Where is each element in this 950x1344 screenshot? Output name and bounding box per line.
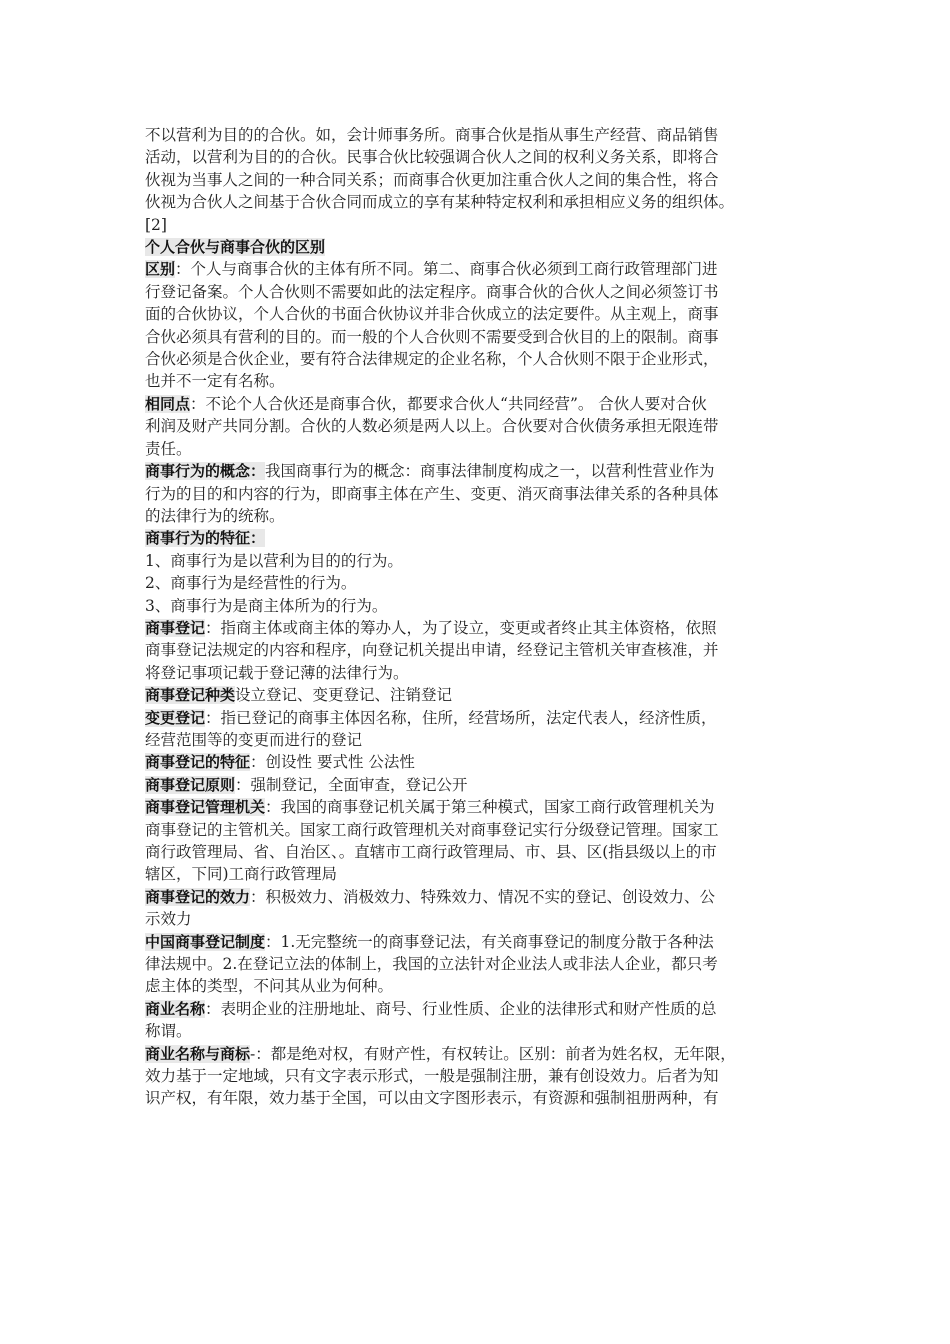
term-label: 商业名称 bbox=[145, 999, 206, 1018]
text-line: 商事登记的主管机关。国家工商行政管理机关对商事登记实行分级登记管理。国家工 bbox=[145, 820, 719, 839]
list-item: 1、商事行为是以营利为目的的行为。 bbox=[145, 551, 403, 570]
text-line: 伙视为当事人之间的一种合同关系；而商事合伙更加注重合伙人之间的集合性，将合 bbox=[145, 170, 719, 189]
term-text: ：指商主体或商主体的筹办人，为了设立，变更或者终止其主体资格，依照 bbox=[205, 618, 717, 637]
term-label: 区别 bbox=[145, 260, 176, 279]
term-label: 商事登记的特征 bbox=[145, 753, 251, 772]
registration-paragraph bbox=[145, 617, 825, 684]
document-page bbox=[145, 124, 825, 1110]
concept-paragraph bbox=[145, 460, 825, 527]
registration-kinds bbox=[145, 684, 825, 706]
registration-principles bbox=[145, 774, 825, 796]
text-line bbox=[145, 1043, 825, 1065]
similarity-paragraph bbox=[145, 393, 825, 460]
term-text: ：我国的商事登记机关属于第三种模式，国家工商行政管理机关为 bbox=[265, 798, 715, 817]
text-line: 伙视为合伙人之间基于合伙合同而成立的享有某种特定权利和承担相应义务的组织体。 bbox=[145, 193, 735, 212]
text-line bbox=[145, 998, 825, 1020]
difference-paragraph bbox=[145, 258, 825, 392]
text-line: 活动，以营利为目的的合伙。民事合伙比较强调合伙人之间的权利义务关系，即将合 bbox=[145, 148, 719, 167]
trade-name-paragraph bbox=[145, 998, 825, 1043]
term-label: 商事行为的概念： bbox=[145, 462, 266, 481]
name-vs-mark-paragraph bbox=[145, 1043, 825, 1110]
list-item: 2、商事行为是经营性的行为。 bbox=[145, 574, 357, 593]
section-heading bbox=[145, 236, 825, 258]
intro-paragraph bbox=[145, 124, 825, 236]
term-label: 商事行为的特征： bbox=[145, 529, 266, 548]
text-line: 识产权，有年限，效力基于全国，可以由文字图形表示，有资源和强制祖册两种，有 bbox=[145, 1089, 719, 1108]
term-text: ：强制登记，全面审查，登记公开 bbox=[235, 775, 468, 794]
term-label: 商事登记 bbox=[145, 618, 206, 637]
term-text: 设立登记、变更登记、注销登记 bbox=[235, 686, 453, 705]
text-line: 行登记备案。个人合伙则不需要如此的法定程序。商事合伙的合伙人之间必须签订书 bbox=[145, 282, 719, 301]
term-text: -：都是绝对权，有财产性，有权转让。区别：前者为姓名权，无年限， bbox=[250, 1044, 736, 1063]
authority-paragraph bbox=[145, 796, 825, 886]
term-text: ：个人与商事合伙的主体有所不同。第二、商事合伙必须到工商行政管理部门进 bbox=[175, 260, 718, 279]
text-line bbox=[145, 617, 825, 639]
text-line bbox=[145, 886, 825, 908]
term-label: 商事登记种类 bbox=[145, 686, 236, 705]
effect-paragraph bbox=[145, 886, 825, 931]
term-text: ：表明企业的注册地址、商号、行业性质、企业的法律形式和财产性质的总 bbox=[205, 999, 717, 1018]
text-line: 辖区，下同)工商行政管理局 bbox=[145, 865, 338, 884]
text-line: 效力基于一定地域，只有文字表示形式，一般是强制注册，兼有创设效力。后者为知 bbox=[145, 1067, 719, 1086]
registration-features bbox=[145, 751, 825, 773]
text-line: 面的合伙协议，个人合伙的书面合伙协议并非合伙成立的法定要件。从主观上，商事 bbox=[145, 305, 719, 324]
term-text: 我国商事行为的概念：商事法律制度构成之一，以营利性营业作为 bbox=[265, 462, 715, 481]
term-text: ：创设性 要式性 公法性 bbox=[250, 753, 415, 772]
text-line: 合伙必须是合伙企业，要有符合法律规定的企业名称，个人合伙则不限于企业形式， bbox=[145, 350, 719, 369]
text-line bbox=[145, 796, 825, 818]
term-label: 中国商事登记制度 bbox=[145, 932, 266, 951]
term-label: 变更登记 bbox=[145, 708, 206, 727]
term-label: 商事登记管理机关 bbox=[145, 798, 266, 817]
text-line: 律法规中。2.在登记立法的体制上，我国的立法针对企业法人或非法人企业，都只考 bbox=[145, 955, 718, 974]
term-text: ：不论个人合伙还是商事合伙，都要求合伙人“共同经营”。 合伙人要对合伙 bbox=[190, 394, 707, 413]
text-line: 商行政管理局、省、自治区、。直辖市工商行政管理局、市、县、区(指县级以上的市 bbox=[145, 843, 717, 861]
text-line bbox=[145, 527, 825, 549]
term-text: ：指已登记的商事主体因名称，住所，经营场所，法定代表人，经济性质， bbox=[205, 708, 717, 727]
text-line: 利润及财产共同分割。合伙的人数必须是两人以上。合伙要对合伙债务承担无限连带 bbox=[145, 417, 719, 436]
section-heading-text: 个人合伙与商事合伙的区别 bbox=[145, 238, 326, 257]
citation-ref: [2] bbox=[145, 215, 167, 234]
text-line bbox=[145, 707, 825, 729]
text-line: 将登记事项记载于登记薄的法律行为。 bbox=[145, 663, 409, 682]
text-line: 称谓。 bbox=[145, 1022, 192, 1041]
text-line bbox=[145, 258, 825, 280]
text-line: 责任。 bbox=[145, 439, 192, 458]
text-line: 行为的目的和内容的行为，即商事主体在产生、变更、消灭商事法律关系的各种具体 bbox=[145, 484, 719, 503]
change-registration-paragraph bbox=[145, 707, 825, 752]
term-label: 商事登记原则 bbox=[145, 775, 236, 794]
text-line bbox=[145, 931, 825, 953]
text-line: 的法律行为的统称。 bbox=[145, 506, 285, 525]
text-line bbox=[145, 460, 825, 482]
term-label: 商事登记的效力 bbox=[145, 887, 251, 906]
text-line: 合伙必须具有营利的目的。而一般的个人合伙则不需要受到合伙目的上的限制。商事 bbox=[145, 327, 719, 346]
features-list bbox=[145, 527, 825, 617]
china-system-paragraph bbox=[145, 931, 825, 998]
text-line: 示效力 bbox=[145, 910, 192, 929]
term-label: 商业名称与商标 bbox=[145, 1044, 251, 1063]
list-item: 3、商事行为是商主体所为的行为。 bbox=[145, 596, 388, 615]
text-line bbox=[145, 393, 825, 415]
text-line: 不以营利为目的的合伙。如，会计师事务所。商事合伙是指从事生产经营、商品销售 bbox=[145, 126, 719, 144]
text-line: 经营范围等的变更而进行的登记 bbox=[145, 730, 363, 749]
term-text: ：1.无完整统一的商事登记法，有关商事登记的制度分散于各种法 bbox=[265, 932, 714, 951]
text-line: 虑主体的类型，不问其从业为何种。 bbox=[145, 977, 394, 996]
text-line: 商事登记法规定的内容和程序，向登记机关提出申请，经登记主管机关审查核准，并 bbox=[145, 641, 719, 660]
term-text: ：积极效力、消极效力、特殊效力、情况不实的登记、创设效力、公 bbox=[250, 887, 716, 906]
term-label: 相同点 bbox=[145, 394, 191, 413]
text-line: 也并不一定有名称。 bbox=[145, 372, 285, 391]
